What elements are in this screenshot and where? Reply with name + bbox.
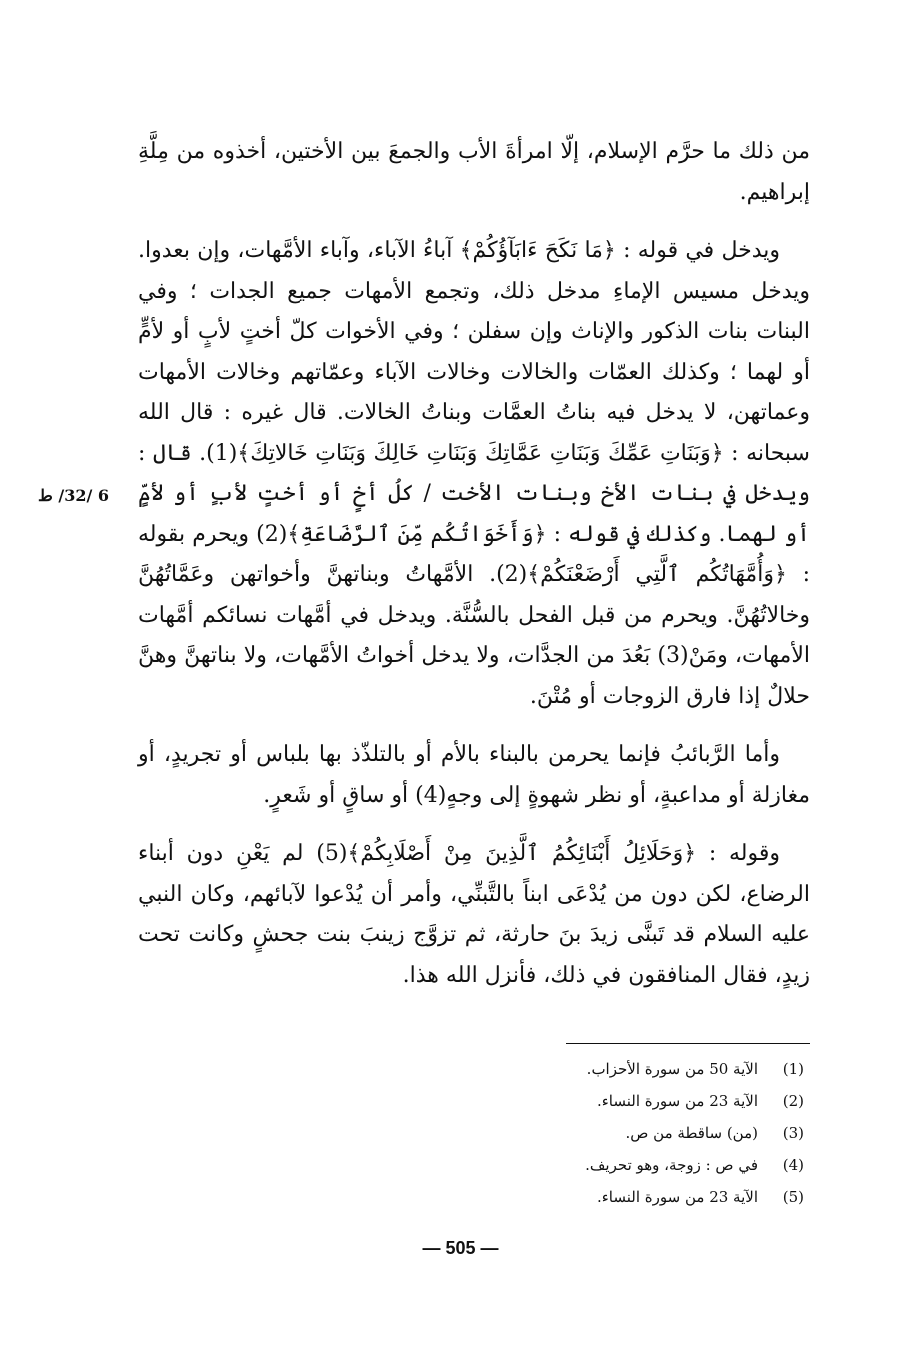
footnote-text: الآية 23 من سورة النساء.	[596, 1188, 758, 1206]
footnote-item	[400, 1117, 810, 1149]
footnote-item	[400, 1181, 810, 1213]
paragraph-4: وقوله : ﴿وَحَلَائِلُ أَبْنَائِكُمُ ٱلَّذِينَ مِنْ أَصْلَابِكُمْ﴾(5) لم يَعْنِ دون أبناء الرضاع، لكن دون من يُدْعَى ابناً بالتَّبنِّي، وأمر أن يُدْعوا لآبائهم، وكان النبي عليه السلام قد تَبنَّى زيدَ بنَ حارثة، ثم تزوَّج زينبَ بنت جحشٍ وكانت تحت زيدٍ، فقال المنافقون في ذلك، فأنزل الله هذا.	[138, 841, 810, 988]
paragraph-1: من ذلك ما حرَّم الإسلام، إلّا امرأةَ الأب والجمعَ بين الأختين، أخذوه من مِلَّةِ إبراهيم.	[138, 139, 810, 205]
footnote-number: (5)	[782, 1188, 804, 1206]
paragraph-3: وأما الرَّبائبُ فإنما يحرمن بالبناء بالأم أو بالتلذّذ بها بلباس أو تجريدٍ، أو مغازلة أو مداعبةٍ، أو نظر شهوةٍ إلى وجهٍ(4) أو ساقٍ أو شَعرٍ.	[138, 742, 810, 808]
page-number: — 505 —	[422, 1238, 499, 1258]
footnote-item	[400, 1085, 810, 1117]
footnote-number: (3)	[782, 1124, 804, 1142]
footnote-text: في ص : زوجة، وهو تحريف.	[585, 1156, 758, 1174]
footnote-number: (2)	[782, 1092, 804, 1110]
footnote-text: (من) ساقطة من ص.	[625, 1124, 758, 1142]
footnote-number: (1)	[782, 1060, 804, 1078]
footnote-item	[400, 1149, 810, 1181]
footnotes	[400, 1053, 810, 1213]
footnote-text: الآية 50 من سورة الأحزاب.	[586, 1060, 758, 1078]
margin-folio-note: 6 /32/ ط	[38, 486, 110, 505]
main-text	[138, 132, 810, 996]
footnote-number: (4)	[782, 1156, 804, 1174]
footnote-divider	[566, 1043, 810, 1044]
footnote-item	[400, 1053, 810, 1085]
paragraph-2: ويدخل في قوله : ﴿مَا نَكَحَ ءَابَآؤُكُمْ﴾ آباءُ الآباء، وآباء الأمَّهات، وإن بعدوا. ويدخل مسيس الإماءِ مدخل ذلك، وتجمع الأمهات جميع الجدات ؛ وفي البنات بنات الذكور والإناث وإن سفلن ؛ وفي الأخوات كلّ أختٍ لأبٍ أو لأمٍّ أو لهما ؛ وكذلك العمّات والخالات وخالات الآباء وعمّاتهم وخالات الأمهات وعماتهن، لا يدخل فيه بناتُ العمَّات وبناتُ الخالات. قال غيره : قال الله سبحانه : ﴿وَبَنَاتِ عَمِّكَ وَبَنَاتِ عَمَّاتِكَ وَبَنَاتِ خَالِكَ وَبَنَاتِ خَالاتِكَ﴾(1). قال : ويدخل في بنات الأخ وبنات الأخت / كلُ أخٍ أو أختٍ لأبٍ أو لأمٍّ أو لهما. وكذلك في قوله : ﴿وَأَخَوَاتُكُم مِّنَ ٱلرَّضَاعَةِ﴾(2) ويحرم بقوله : ﴿وَأُمَّهَاتُكُم ٱلَّتِي أَرْضَعْنَكُمْ﴾(2). الأمَّهاتُ وبناتهنَّ وأخواتهن وعَمَّاتُهُنَّ وخالاتُهُنَّ. ويحرم من قبل الفحل بالسُّنَّة. ويدخل في أمَّهات نسائكم أمَّهات الأمهات، ومَنْ(3) بَعُدَ من الجدَّات، ولا يدخل أخواتُ الأمَّهات، ولا بناتهنَّ وهنَّ حلالٌ إذا فارق الزوجات أو مُتْنَ.	[138, 238, 810, 709]
footnote-text: الآية 23 من سورة النساء.	[596, 1092, 758, 1110]
